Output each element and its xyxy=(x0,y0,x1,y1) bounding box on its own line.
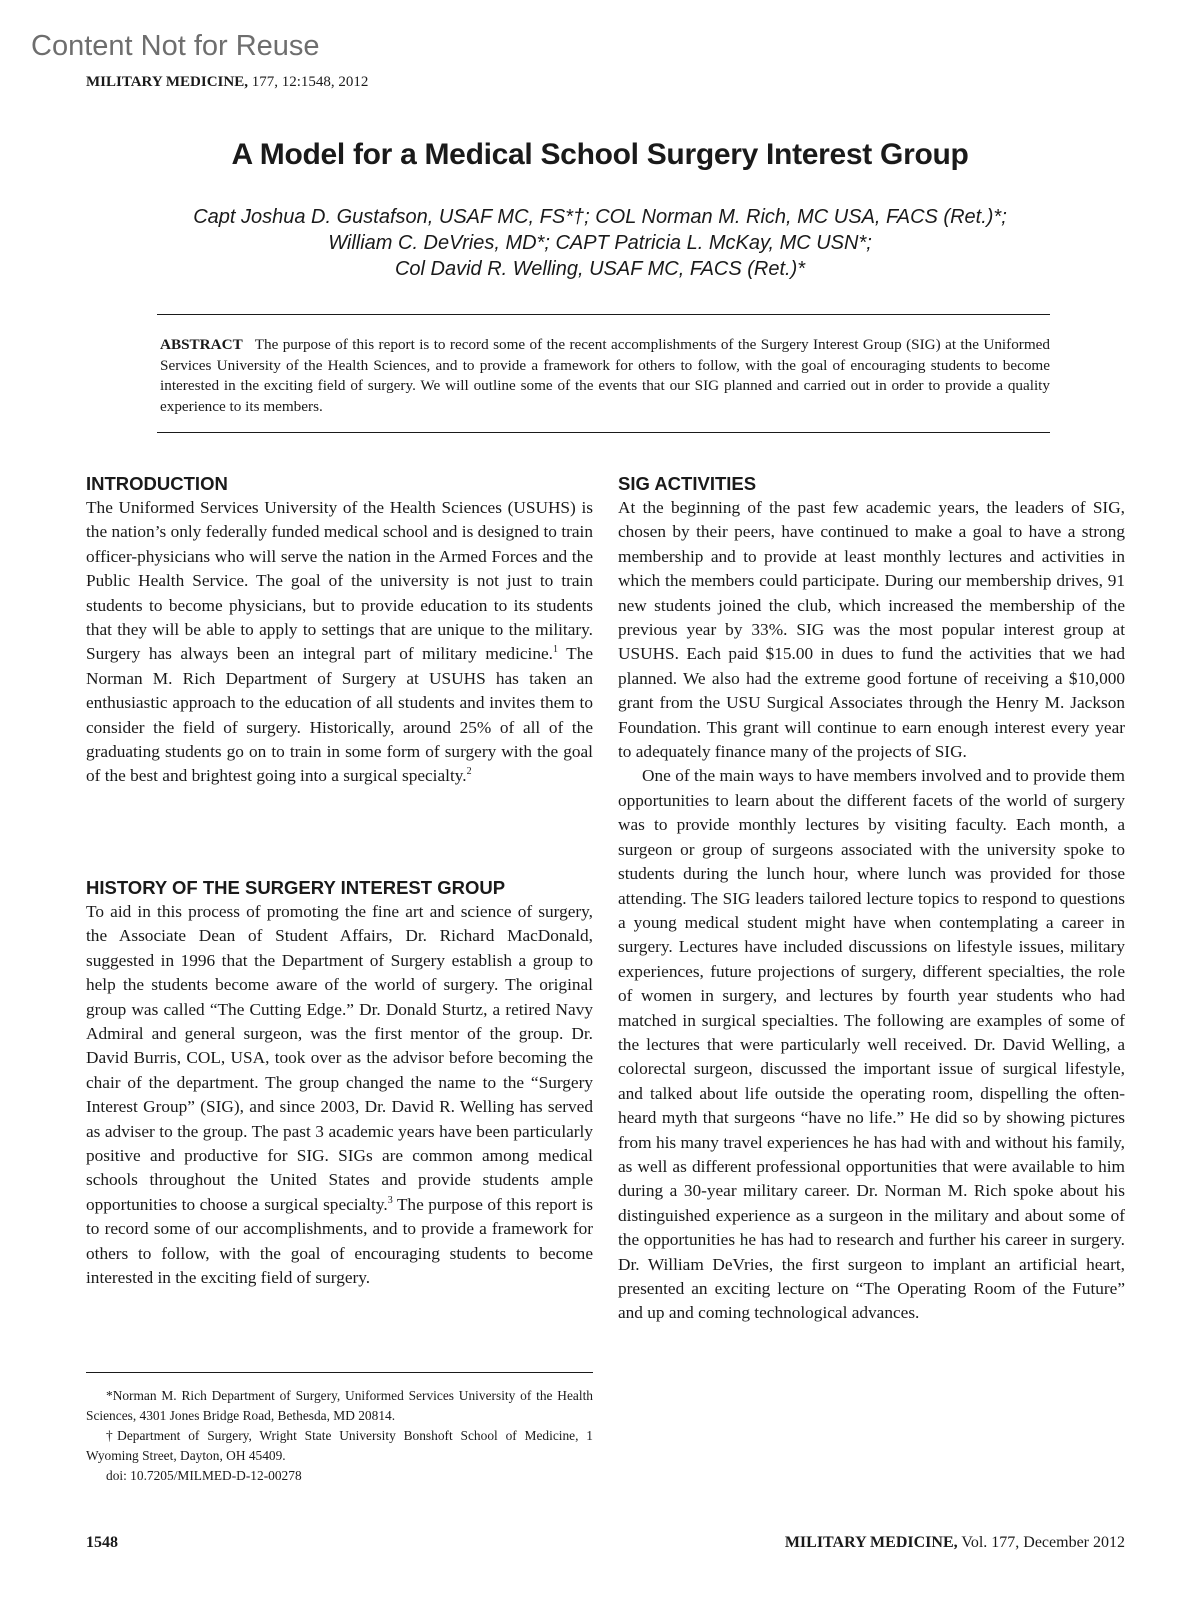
footnote-affiliation-2: †Department of Surgery, Wright State University Bonshoft School of Medicine, 1 Wyoming Street, Dayton, OH 45409. xyxy=(86,1428,593,1463)
footer-journal-name: MILITARY MEDICINE, xyxy=(784,1534,958,1551)
article-title: A Model for a Medical School Surgery Interest Group xyxy=(231,138,969,171)
abstract-text: The purpose of this report is to record some of the recent accomplishments of the Surgery Interest Group (SIG) at the Uniformed Services University of the Health Sciences, and to provide a framework for others to follow, with the goal of encouraging students to become interested in the exciting field of surgery. We will outline some of the events that our SIG planned and carried out in order to provide a quality experience to its members. xyxy=(160,336,1050,415)
footnotes xyxy=(86,1386,593,1486)
abstract xyxy=(160,335,1050,417)
history-paragraph: To aid in this process of promoting the fine art and science of surgery, the Associate Dean of Student Affairs, Dr. Richard MacDonald, suggested in 1996 that the Department of Surgery establish a group to help the students become aware of the world of surgery. The original group was called “The Cutting Edge.” Dr. Donald Sturtz, a retired Navy Admiral and general surgeon, was the first mentor of the group. Dr. David Burris, COL, USA, took over as the advisor before becoming the chair of the department. The group changed the name to the “Surgery Interest Group” (SIG), and since 2003, Dr. David R. Welling has served as adviser to the group. The past 3 academic years have been particularly positive and productive for SIG. SIGs are common among medical schools throughout the United States and provide students ample opportunities to choose a surgical specialty.$^3$ The purpose of this report is to record some of our accomplishments, and to provide a framework for others to follow, with the goal of encouraging students to become interested in the exciting field of surgery. xyxy=(86,902,593,1288)
abstract-bottom-rule xyxy=(157,432,1050,433)
journal-volume: 177, 12:1548, 2012 xyxy=(251,74,369,90)
right-column xyxy=(618,472,1125,1326)
citation-ref: 2 xyxy=(466,766,472,778)
sig-activities-paragraph-2: One of the main ways to have members involved and to provide them opportunities to learn about the different facets of the world of surgery was to provide monthly lectures by visiting faculty. Each month, a surgeon or group of surgeons associated with the university spoke to students during the lunch hour, where lunch was provided for those attending. The SIG leaders tailored lecture topics to respond to questions a young medical student might have when contemplating a career in surgery. Lectures have included discussions on lifestyle issues, military experiences, future projections of surgery, different specialties, the role of women in surgery, and lectures by fourth year students who had matched in surgical specialties. The following are examples of some of the lectures that were particularly well received. Dr. David Welling, a colorectal surgeon, discussed the important issue of surgical lifestyle, and talked about life outside the operating room, dispelling the often-heard myth that surgeons “have no life.” He did so by showing pictures from his many travel experiences he has had with and without his family, as well as different professional opportunities that were available to him during a 30-year military career. Dr. Norman M. Rich spoke about his distinguished experience as a surgeon in the military and about some of the opportunities he has had to research and further his career in surgery. Dr. William DeVries, the first surgeon to implant an artificial heart, presented an exciting lecture on “The Operating Room of the Future” and up and coming technological advances. xyxy=(618,766,1125,1323)
left-column-history xyxy=(86,876,593,1291)
watermark: Content Not for Reuse xyxy=(31,30,320,62)
page-number: 1548 xyxy=(86,1534,118,1551)
sig-activities-paragraph-1: At the beginning of the past few academic years, the leaders of SIG, chosen by their peers, have continued to make a goal to have a strong membership and to provide at least monthly lectures and activities in which the members could participate. During our membership drives, 91 new students joined the club, which increased the membership of the previous year by 33%. SIG was the most popular interest group at USUHS. Each paid $15.00 in dues to fund the activities that we had planned. We also had the extreme good fortune of receiving a $10,000 grant from the USU Surgical Associates through the Henry M. Jackson Foundation. This grant will continue to earn enough interest every year to adequately finance many of the projects of SIG. xyxy=(618,498,1125,762)
journal-name: MILITARY MEDICINE, xyxy=(86,74,248,90)
footnote-doi: doi: 10.7205/MILMED-D-12-00278 xyxy=(106,1468,302,1483)
abstract-label: ABSTRACT xyxy=(160,336,243,353)
author-line: William C. DeVries, MD*; CAPT Patricia L. McKay, MC USN*; xyxy=(328,232,872,254)
journal-citation xyxy=(86,74,368,91)
author-line: Col David R. Welling, USAF MC, FACS (Ret.)* xyxy=(394,258,806,280)
author-line: Capt Joshua D. Gustafson, USAF MC, FS*†; COL Norman M. Rich, MC USA, FACS (Ret.)*; xyxy=(193,206,1007,228)
introduction-paragraph: The Uniformed Services University of the Health Sciences (USUHS) is the nation’s only federally funded medical school and is designed to train officer-physicians who will serve the nation in the Armed Forces and the Public Health Service. The goal of the university is not just to train students to become physicians, but to provide education to its students that they will be able to apply to settings that are unique to the military. Surgery has always been an integral part of military medicine.$^1$ The Norman M. Rich Department of Surgery at USUHS has taken an enthusiastic approach to the education of all students and invites them to consider the field of surgery. Historically, around 25% of all of the graduating students go on to train in some form of surgery with the goal of the best and brightest going into a surgical specialty.$^2$ xyxy=(86,498,594,786)
abstract-top-rule xyxy=(157,314,1050,315)
citation-ref: 3 xyxy=(387,1195,393,1207)
history-heading: HISTORY OF THE SURGERY INTEREST GROUP xyxy=(86,877,506,898)
running-footer xyxy=(785,1534,1125,1552)
citation-ref: 1 xyxy=(552,644,558,656)
author-list xyxy=(100,204,1100,282)
footnote-rule xyxy=(86,1372,593,1373)
sig-activities-heading: SIG ACTIVITIES xyxy=(618,473,757,494)
footnote-affiliation-1: *Norman M. Rich Department of Surgery, Uniformed Services University of the Health Sciences, 4301 Jones Bridge Road, Bethesda, MD 20814. xyxy=(86,1388,593,1423)
footer-issue: Vol. 177, December 2012 xyxy=(961,1534,1125,1551)
left-column xyxy=(86,472,593,789)
introduction-heading: INTRODUCTION xyxy=(86,473,228,494)
